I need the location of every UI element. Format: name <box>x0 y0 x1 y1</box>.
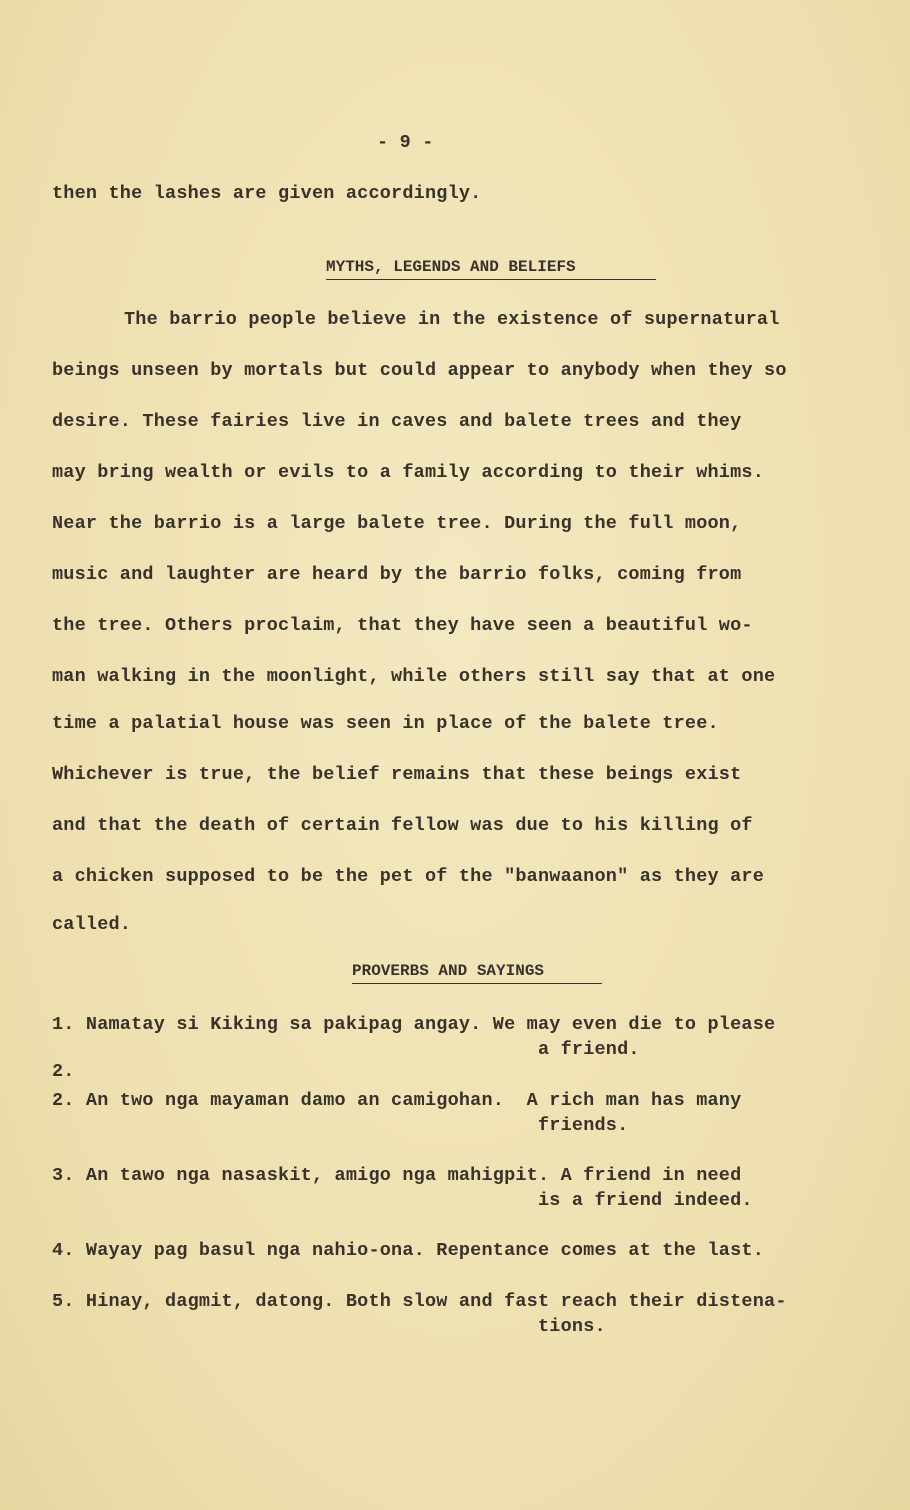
paragraph-line: called. <box>52 914 132 935</box>
proverb-line: 3. An tawo nga nasaskit, amigo nga mahigpit. A friend in need <box>52 1165 742 1186</box>
paragraph-line: music and laughter are heard by the barrio folks, coming from <box>52 564 742 585</box>
paragraph-line: and that the death of certain fellow was due to his killing of <box>52 815 753 836</box>
paragraph-line: beings unseen by mortals but could appear to anybody when they so <box>52 360 787 381</box>
proverb-line: 2. An two nga mayaman damo an camigohan. A rich man has many <box>52 1090 742 1111</box>
paragraph-line: time a palatial house was seen in place of the balete tree. <box>52 713 719 734</box>
section-heading-myths: MYTHS, LEGENDS AND BELIEFS <box>326 258 576 276</box>
proverb-translation-cont: tions. <box>538 1316 606 1337</box>
heading-underline <box>352 983 602 984</box>
proverb-line: 5. Hinay, dagmit, datong. Both slow and fast reach their distena- <box>52 1291 787 1312</box>
proverb-line: 1. Namatay si Kiking sa pakipag angay. We may even die to please <box>52 1014 776 1035</box>
paragraph-line: Near the barrio is a large balete tree. During the full moon, <box>52 513 742 534</box>
heading-underline <box>326 279 656 280</box>
page-number: - 9 - <box>377 132 434 153</box>
proverb-translation-cont: a friend. <box>538 1039 640 1060</box>
proverb-line: 2. <box>52 1061 75 1082</box>
paragraph-line: may bring wealth or evils to a family according to their whims. <box>52 462 765 483</box>
paragraph-line: desire. These fairies live in caves and balete trees and they <box>52 411 742 432</box>
paragraph-line: The barrio people believe in the existence of supernatural <box>124 309 780 330</box>
paragraph-line: a chicken supposed to be the pet of the "banwaanon" as they are <box>52 866 765 887</box>
proverb-translation-cont: friends. <box>538 1115 629 1136</box>
section-heading-proverbs: PROVERBS AND SAYINGS <box>352 962 545 980</box>
paragraph-line: man walking in the moonlight, while others still say that at one <box>52 666 776 687</box>
proverb-translation-cont: is a friend indeed. <box>538 1190 753 1211</box>
paragraph-line: the tree. Others proclaim, that they have seen a beautiful wo- <box>52 615 753 636</box>
intro-line: then the lashes are given accordingly. <box>52 183 482 204</box>
proverb-line: 4. Wayay pag basul nga nahio-ona. Repentance comes at the last. <box>52 1240 765 1261</box>
paragraph-line: Whichever is true, the belief remains that these beings exist <box>52 764 742 785</box>
